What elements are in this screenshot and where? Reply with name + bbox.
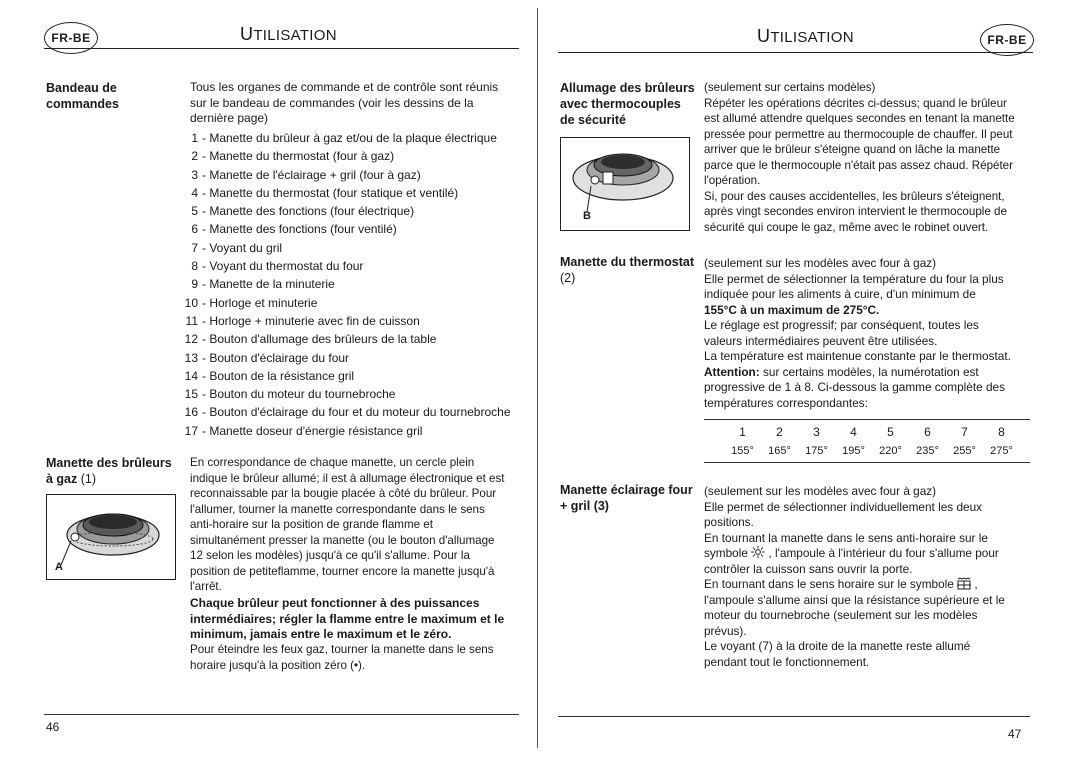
control-list-item: [172, 367, 511, 385]
control-number: 16: [184, 405, 198, 420]
control-list-item: [172, 257, 511, 275]
control-number: 11: [185, 313, 198, 328]
paragraph-line: En correspondance de chaque manette, un cercle plein: [190, 456, 475, 469]
paragraph-line: sur le bandeau de commandes (voir les dessins de la: [190, 95, 474, 110]
allumage-body: [704, 80, 1044, 235]
paragraph-line: Le réglage est progressif; par conséquent, toutes les: [704, 318, 979, 332]
paragraph-line: valeurs intermédiaires peuvent être utilisées.: [704, 333, 938, 348]
control-description: - Manette du thermostat (four à gaz): [202, 149, 395, 164]
control-number: 13: [184, 350, 198, 365]
paragraph-line: reconnaissable par la bougie placée à côté du brûleur. Pour: [190, 487, 497, 500]
control-list-item: [172, 403, 511, 421]
bruleurs-body: [190, 455, 520, 595]
footer-rule: [558, 716, 1030, 717]
section-title-allumage: [560, 80, 695, 128]
paragraph-line: dernière page): [190, 111, 269, 125]
control-number: 14: [184, 368, 198, 383]
control-description: - Manette des fonctions (four ventilé): [202, 222, 397, 237]
temp-positions-row: [724, 425, 1020, 439]
thermostat-lines-b: [704, 318, 1044, 365]
control-list-item: [172, 330, 511, 348]
paragraph-line: [704, 577, 1044, 593]
section-title-thermostat: [560, 254, 694, 270]
paragraph-line: Le voyant (7) à la droite de la manette reste allumé: [704, 639, 971, 653]
paragraph-line: Tous les organes de commande et de contrôle sont réunis: [190, 80, 499, 94]
control-description: - Bouton de la résistance gril: [202, 368, 355, 383]
paragraph-line: pressée pour permettre au thermocouple de chauffer. Il peut: [704, 127, 1013, 141]
thermocouple-burner-icon: [561, 138, 689, 230]
title-line: + gril (3): [560, 499, 609, 513]
control-list-item: [172, 349, 511, 367]
symbol-text: ,: [971, 577, 978, 591]
control-description: - Bouton d'éclairage du four: [202, 350, 350, 365]
bandeau-intro: [190, 80, 525, 127]
paragraph-line: [704, 365, 1044, 381]
header-rest: TILISATION: [253, 27, 337, 44]
paragraph-line: Elle permet de sélectionner la température du four la plus: [704, 271, 1004, 286]
page-header-title: [240, 24, 337, 45]
control-description: - Manette du thermostat (four statique et ventilé): [202, 185, 459, 200]
control-description: - Horloge + minuterie avec fin de cuisson: [202, 313, 420, 328]
thermostat-position: 6: [924, 425, 931, 439]
control-number: 5: [191, 204, 198, 219]
paragraph-line: est allumé attendre quelques secondes en tenant la manette: [704, 112, 1015, 125]
figure-label-b: B: [583, 210, 591, 222]
paragraph-line: après vingt secondes environ intervient le thermocouple de: [704, 205, 1007, 218]
paragraph-line: positions.: [704, 515, 754, 529]
control-list-item: [172, 202, 511, 220]
paragraph-line: (seulement sur certains modèles): [704, 81, 876, 94]
symbol-text: En tournant dans le sens horaire sur le symbole: [704, 577, 958, 591]
thermostat-lines-a: [704, 256, 1044, 303]
control-list-item: [172, 294, 511, 312]
title-line: Manette des brûleurs: [46, 456, 172, 470]
header-rule: [44, 48, 519, 49]
control-number: 7: [191, 240, 198, 255]
control-description: - Voyant du gril: [202, 240, 283, 255]
symbol-text: symbole: [704, 546, 752, 560]
control-description: - Manette de l'éclairage + gril (four à gaz): [202, 167, 421, 182]
paragraph-line: l'ampoule s'allume ainsi que la résistance supérieure et le: [704, 592, 1005, 607]
paragraph-line: La température est maintenue constante par le thermostat.: [704, 349, 1011, 363]
paragraph-line: simultanément presser la manette (ou le bouton d'allumage: [190, 533, 495, 547]
thermostat-position: 2: [776, 425, 783, 439]
control-number: 15: [184, 387, 198, 402]
control-description: - Manette doseur d'énergie résistance gril: [202, 423, 423, 438]
title-line: Bandeau de: [46, 81, 117, 95]
paragraph-line: horaire jusqu'à la position zéro (•).: [190, 658, 366, 672]
paragraph-line: l'opération.: [704, 174, 761, 187]
title-line: Manette éclairage four: [560, 483, 693, 497]
paragraph-line: l'arrêt.: [190, 580, 222, 593]
section-sub-thermostat: (2): [560, 271, 576, 285]
thermostat-temperature: 195°: [842, 445, 865, 457]
title-bold: à gaz: [46, 472, 78, 486]
title-line: de sécurité: [560, 113, 627, 127]
figure-a-burner: [46, 494, 176, 580]
control-list-item: [172, 184, 511, 202]
thermostat-body: [704, 256, 1044, 411]
paragraph-line: intermédiaires; régler la flamme entre le maximum et le: [190, 611, 505, 626]
control-description: - Bouton du moteur du tournebroche: [202, 387, 396, 402]
attention-text: sur certains modèles, la numérotation est: [759, 364, 979, 379]
thermostat-position: 7: [961, 425, 968, 439]
control-number: 10: [184, 295, 198, 310]
control-list-item: [172, 385, 511, 403]
header-cap: U: [240, 24, 254, 44]
control-description: - Bouton d'éclairage du four et du moteur du tournebroche: [202, 405, 511, 420]
thermostat-temperature: 235°: [916, 445, 939, 457]
control-list-item: [172, 166, 511, 184]
paragraph-line: moteur du tournebroche (seulement sur les modèles: [704, 608, 978, 622]
paragraph-line: (seulement sur les modèles avec four à gaz): [704, 256, 937, 270]
paragraph-line: indique le brûleur allumé; il est à allumage électronique et est: [190, 471, 505, 485]
figure-b-burner: [560, 137, 690, 231]
title-line: commandes: [46, 97, 119, 111]
control-number: 4: [191, 185, 198, 200]
title-line: avec thermocouples: [560, 97, 681, 111]
control-list-item: [172, 129, 511, 147]
paragraph-line: arriver que le brûleur s'éteigne quand on lâche la manette: [704, 143, 1001, 156]
control-description: - Manette de la minuterie: [202, 277, 335, 292]
section-title-eclairage: [560, 482, 693, 514]
thermostat-position: 4: [850, 425, 857, 439]
paragraph-line: 12 selon les modèles) jusqu'à ce qu'il s'allume. Pour la: [190, 549, 470, 562]
control-description: - Horloge et minuterie: [202, 295, 318, 310]
paragraph-line: Si, pour des causes accidentelles, les brûleurs s'éteignent,: [704, 189, 1005, 203]
paragraph-line: indiquée pour les aliments à cuire, d'un minimum de: [704, 287, 976, 301]
paragraph-line: Pour éteindre les feux gaz, tourner la manette dans le sens: [190, 643, 494, 656]
thermostat-position: 8: [998, 425, 1005, 439]
eclairage-lines-end: [704, 593, 1044, 671]
eclairage-lines: [704, 484, 1044, 546]
bruleurs-end: [190, 642, 520, 673]
title-line: [46, 471, 172, 487]
temp-table-bottom-rule: [704, 462, 1030, 463]
eclairage-body: [704, 484, 1044, 670]
paragraph-line: températures correspondantes:: [704, 395, 868, 410]
paragraph-line: Chaque brûleur peut fonctionner à des puissances: [190, 596, 480, 610]
language-badge: FR-BE: [980, 24, 1034, 56]
section-title-bandeau: [46, 80, 119, 112]
footer-rule: [44, 714, 519, 715]
attention-label: Attention:: [704, 364, 760, 379]
control-number: 3: [191, 167, 198, 182]
paragraph-line: anti-horaire sur la position de grande flamme et: [190, 518, 433, 531]
control-list-item: [172, 312, 511, 330]
header-rest: TILISATION: [770, 29, 854, 46]
page-fold: [537, 8, 538, 748]
symbol-text: , l'ampoule à l'intérieur du four s'allume pour: [765, 546, 999, 560]
control-number: 2: [191, 149, 198, 164]
figure-label-a: A: [55, 561, 63, 573]
paragraph-line: position de petiteflamme, tourner encore la manette jusqu'à: [190, 564, 495, 578]
control-list-item: [172, 220, 511, 238]
controls-list: [172, 129, 511, 440]
control-number: 17: [184, 423, 198, 438]
lamp-icon: [751, 546, 765, 558]
control-list-item: [172, 147, 511, 165]
control-number: 6: [191, 222, 198, 237]
control-list-item: [172, 275, 511, 293]
control-list-item: [172, 239, 511, 257]
control-description: - Voyant du thermostat du four: [202, 259, 364, 274]
paragraph-line: progressive de 1 à 8. Ci-dessous la gamme complète des: [704, 380, 1005, 394]
section-title-bruleurs: [46, 455, 172, 487]
thermostat-position: 5: [887, 425, 894, 439]
grill-rotisserie-icon: [957, 577, 971, 590]
thermostat-position: 3: [813, 425, 820, 439]
header-rule: [558, 52, 1033, 53]
bruleurs-warning: [190, 596, 520, 643]
title-line: Manette du thermostat: [560, 255, 695, 269]
control-number: 12: [184, 332, 198, 347]
burner-illustration-icon: [47, 495, 175, 579]
thermostat-temperature: 220°: [879, 445, 902, 457]
paragraph-line: Répéter les opérations décrites ci-dessus; quand le brûleur: [704, 96, 1007, 110]
control-number: 1: [191, 131, 198, 145]
control-description: - Manette des fonctions (four électrique): [202, 204, 415, 219]
header-cap: U: [757, 26, 771, 46]
thermostat-temperature: 165°: [768, 445, 791, 457]
thermostat-temperature: 175°: [805, 445, 828, 457]
language-badge: FR-BE: [44, 22, 98, 54]
temp-values-row: [724, 445, 1020, 457]
control-list-item: [172, 422, 511, 440]
control-number: 9: [191, 277, 198, 292]
paragraph-line: (seulement sur les modèles avec four à gaz): [704, 484, 937, 498]
page-number: 47: [1008, 727, 1022, 741]
paragraph-line: [704, 546, 1044, 562]
paragraph-line: sécurité qui coupe le gaz, même avec le robinet ouvert.: [704, 220, 989, 234]
paragraph-line: parce que le thermocouple n'était pas assez chaud. Répéter: [704, 158, 1013, 172]
paragraph-line: l'allumer, tourner la manette correspondante dans le sens: [190, 502, 485, 516]
temp-table-top-rule: [704, 419, 1030, 420]
title-line: Allumage des brûleurs: [560, 81, 695, 95]
paragraph-line: prévus).: [704, 623, 747, 638]
control-number: 8: [191, 259, 198, 274]
thermostat-temperature: 155°: [731, 445, 754, 457]
thermostat-position: 1: [739, 425, 746, 439]
paragraph-line: contrôler la cuisson sans ouvrir la porte.: [704, 561, 913, 576]
control-description: - Bouton d'allumage des brûleurs de la table: [202, 332, 437, 347]
page-header-title: [757, 26, 854, 47]
paragraph-line: 155°C à un maximum de 275°C.: [704, 302, 880, 317]
thermostat-temperature: 255°: [953, 445, 976, 457]
control-description: - Manette du brûleur à gaz et/ou de la plaque électrique: [202, 131, 497, 145]
thermostat-temperature: 275°: [990, 445, 1013, 457]
page-number: 46: [46, 720, 60, 734]
paragraph-line: Elle permet de sélectionner individuellement les deux: [704, 499, 983, 514]
paragraph-line: minimum, jamais entre le maximum et le zéro.: [190, 627, 452, 641]
paragraph-line: pendant tout le fonctionnement.: [704, 654, 870, 669]
title-tail: (1): [77, 472, 97, 486]
paragraph-line: En tournant la manette dans le sens anti-horaire sur le: [704, 530, 988, 545]
